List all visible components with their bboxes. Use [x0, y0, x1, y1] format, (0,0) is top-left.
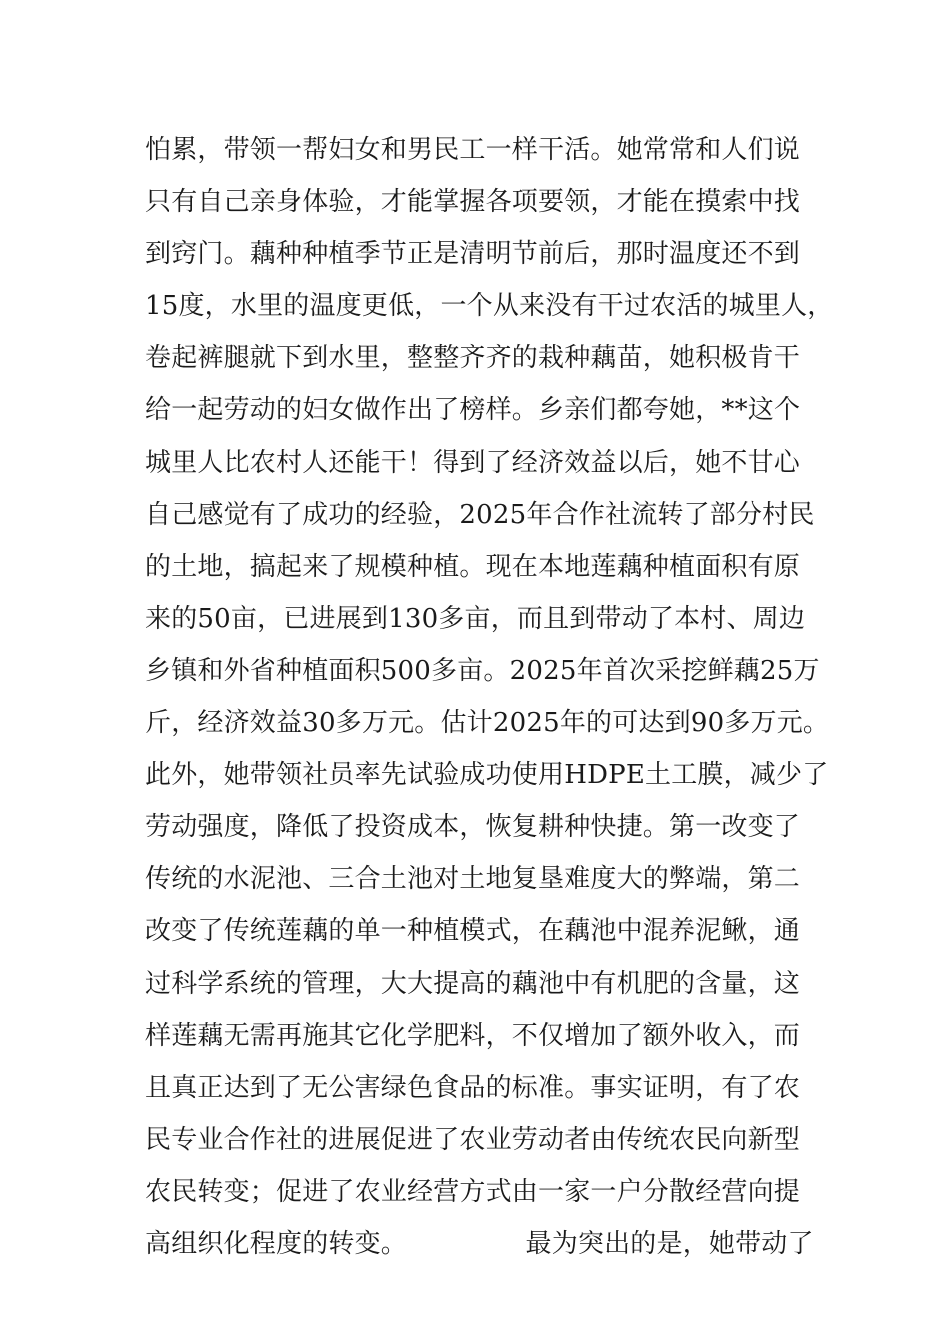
text-line: 怕累，带领一帮妇女和男民工一样干活。她常常和人们说 — [145, 135, 801, 165]
text-line: 的土地，搞起来了规模种植。现在本地莲藕种植面积有原 — [145, 551, 801, 582]
body-paragraph — [145, 124, 845, 1270]
text-line: 斤，经济效益30多万元。估计2025年的可达到90多万元。 — [145, 708, 830, 739]
text-line: 此外，她带领社员率先试验成功使用HDPE土工膜，减少了 — [145, 760, 829, 791]
text-line: 传统的水泥池、三合土池对土地复垦难度大的弊端，第二 — [145, 864, 801, 895]
text-line: 乡镇和外省种植面积500多亩。2025年首次采挖鲜藕25万 — [145, 655, 820, 686]
text-line: 劳动强度，降低了投资成本，恢复耕种快捷。第一改变了 — [145, 812, 801, 843]
text-line: 过科学系统的管理，大大提高的藕池中有机肥的含量，这 — [145, 968, 801, 999]
text-line: 且真正达到了无公害绿色食品的标准。事实证明，有了农 — [145, 1072, 801, 1103]
text-line: 自己感觉有了成功的经验，2025年合作社流转了部分村民 — [145, 499, 815, 530]
text-line: 改变了传统莲藕的单一种植模式，在藕池中混养泥鳅，通 — [145, 916, 801, 947]
text-line: 城里人比农村人还能干！得到了经济效益以后，她不甘心 — [145, 447, 801, 478]
text-line: 民专业合作社的进展促进了农业劳动者由传统农民向新型 — [145, 1124, 801, 1155]
text-line: 高组织化程度的转变。 最为突出的是，她带动了 — [145, 1228, 814, 1259]
text-line: 样莲藕无需再施其它化学肥料，不仅增加了额外收入，而 — [145, 1020, 801, 1051]
text-line: 来的50亩，已进展到130多亩，而且到带动了本村、周边 — [145, 603, 806, 634]
text-line: 只有自己亲身体验，才能掌握各项要领，才能在摸索中找 — [145, 187, 801, 218]
text-line: 给一起劳动的妇女做作出了榜样。乡亲们都夸她，**这个 — [145, 395, 801, 426]
text-line: 卷起裤腿就下到水里，整整齐齐的栽种藕苗，她积极肯干 — [145, 343, 801, 374]
text-line: 到窍门。藕种种植季节正是清明节前后，那时温度还不到 — [145, 239, 801, 270]
text-line: 农民转变；促进了农业经营方式由一家一户分散经营向提 — [145, 1176, 801, 1207]
text-line: 15度，水里的温度更低，一个从来没有干过农活的城里人， — [145, 291, 834, 322]
